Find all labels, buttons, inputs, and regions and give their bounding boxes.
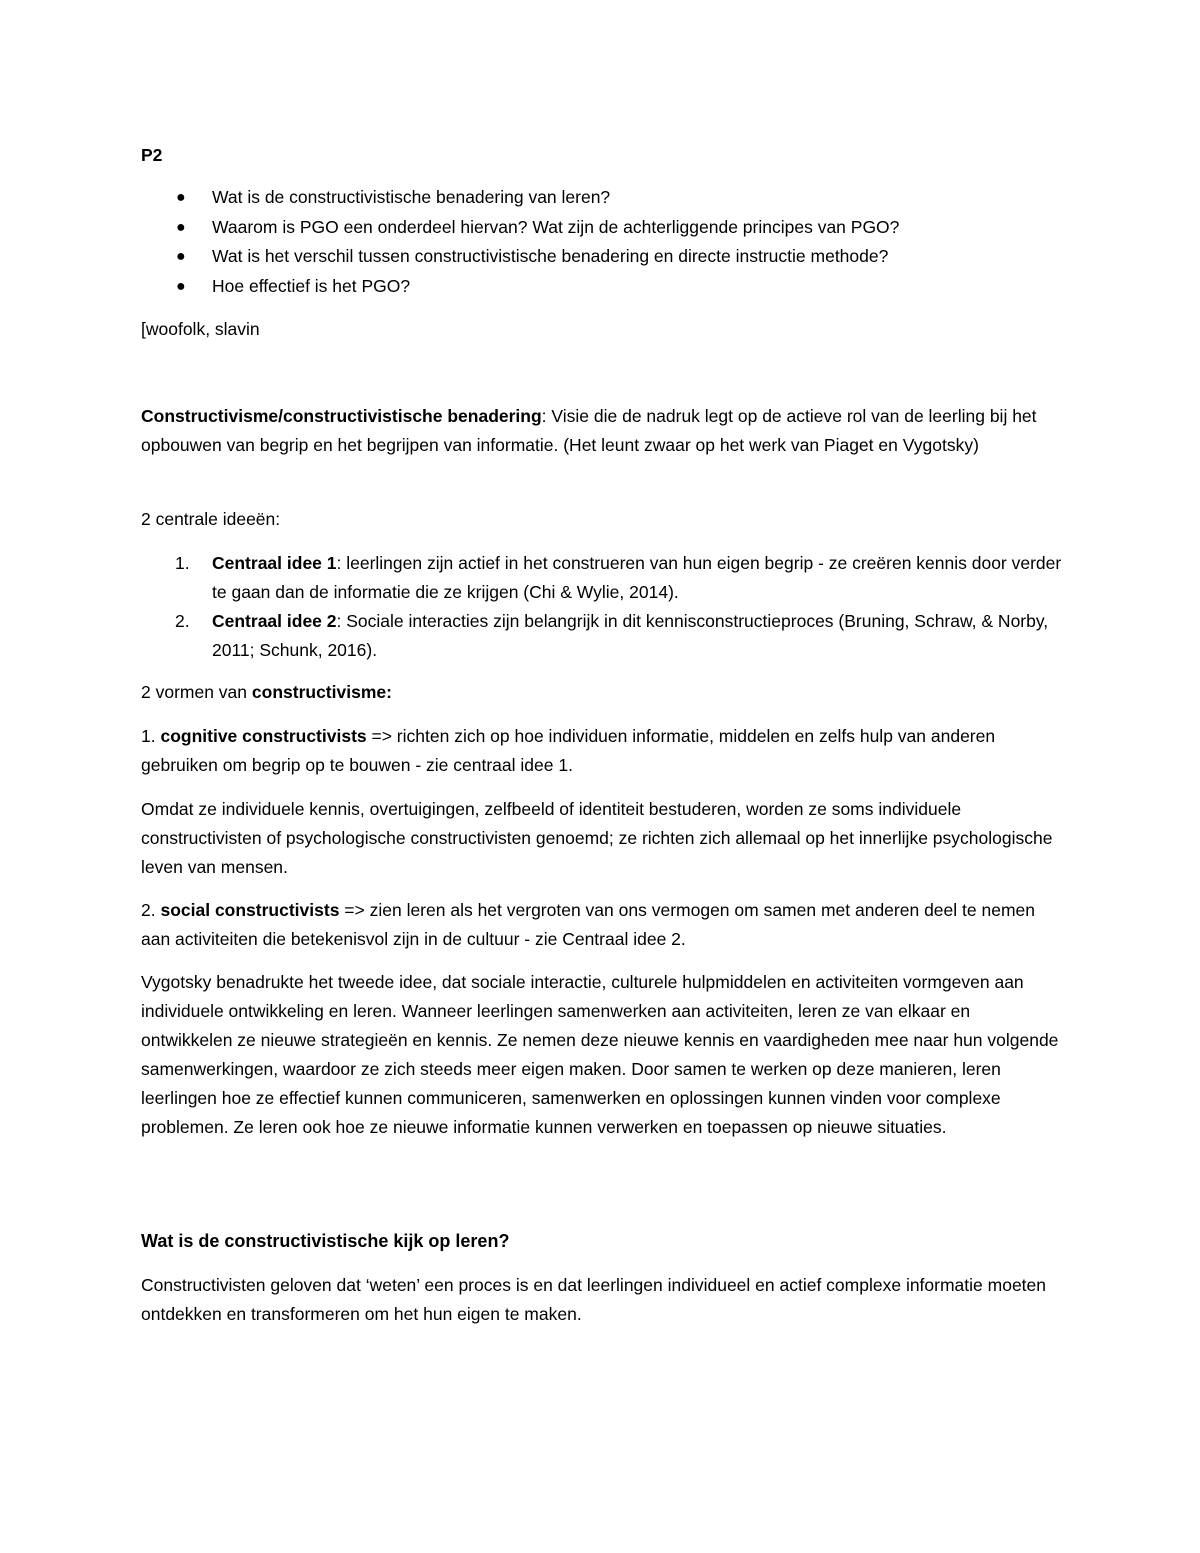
list-item: 1. Centraal idee 1: leerlingen zijn actief in het construeren van hun eigen begrip - ze creëren kennis door verder te gaan dan de informatie die ze krijgen (Chi & Wylie, 2014). bbox=[175, 553, 1062, 602]
forms-intro: 2 vormen van constructivisme: bbox=[141, 682, 392, 702]
cognitive-description: Omdat ze individuele kennis, overtuigingen, zelfbeeld of identiteit bestuderen, worden ze soms individuele constructivisten of psychologische constructivisten genoemd; ze richten zich allemaal op het innerlijke psychologische leven van mensen. bbox=[141, 799, 1053, 877]
definition-text: : Visie die de nadruk legt op de actieve rol van de leerling bij het opbouwen van begrip en het begrijpen van informatie. (Het leunt zwaar op het werk van Piaget en Vygotsky) bbox=[141, 406, 1037, 455]
section-label: P2 bbox=[141, 145, 163, 165]
ideas-list bbox=[141, 549, 1071, 665]
list-item: ● Wat is de constructivistische benadering van leren? bbox=[141, 183, 1071, 213]
question-list bbox=[141, 183, 1071, 301]
sources-note: [woofolk, slavin bbox=[141, 319, 260, 339]
bullet-icon: ● bbox=[176, 218, 186, 236]
social-paragraph: 2. social constructivists => zien leren als het vergroten van ons vermogen om samen met anderen deel te nemen aan activiteiten die betekenisvol zijn in de cultuur - zie Centraal idee 2. bbox=[141, 900, 1035, 949]
section-paragraph: Constructivisten geloven dat ‘weten’ een proces is en dat leerlingen individueel en actief complexe informatie moeten ontdekken en transformeren om het hun eigen te maken. bbox=[141, 1275, 1047, 1324]
list-item: ● Waarom is PGO een onderdeel hiervan? Wat zijn de achterliggende principes van PGO? bbox=[141, 213, 1071, 243]
social-description: Vygotsky benadrukte het tweede idee, dat sociale interactie, culturele hulpmiddelen en activiteiten vormgeven aan individuele ontwikkeling en leren. Wanneer leerlingen samenwerken aan activiteiten, leren ze van elkaar en ontwikkelen ze nieuwe strategieën en kennis. Ze nemen deze nieuwe kennis en vaardigheden mee naar hun volgende samenwerkingen, waardoor ze zich steeds meer eigen maken. Door samen te werken op deze manieren, leren leerlingen hoe ze effectief kunnen communiceren, samenwerken en oplossingen kunnen vinden voor complexe problemen. Ze leren ook hoe ze nieuwe informatie kunnen verwerken en toepassen op nieuwe situaties. bbox=[141, 972, 1059, 1137]
definition-paragraph bbox=[141, 402, 1066, 460]
list-item: ● Wat is het verschil tussen constructivistische benadering en directe instructie methode? bbox=[141, 242, 1071, 272]
list-item: 2. Centraal idee 2: Sociale interacties zijn belangrijk in dit kennisconstructieproces (Bruning, Schraw, & Norby, 2011; Schunk, 2016). bbox=[175, 611, 1049, 660]
bullet-icon: ● bbox=[176, 248, 186, 265]
cognitive-paragraph: 1. cognitive constructivists => richten zich op hoe individuen informatie, middelen en zelfs hulp van anderen gebruiken om begrip op te bouwen - zie centraal idee 1. bbox=[141, 726, 996, 775]
definition-term: Constructivisme/constructivistische benadering bbox=[141, 406, 542, 426]
ideas-intro: 2 centrale ideeën: bbox=[141, 509, 281, 529]
bullet-icon: ● bbox=[176, 277, 186, 295]
list-item: ● Hoe effectief is het PGO? bbox=[141, 272, 1071, 302]
bullet-icon: ● bbox=[176, 189, 186, 206]
section-heading: Wat is de constructivistische kijk op leren? bbox=[141, 1231, 510, 1251]
